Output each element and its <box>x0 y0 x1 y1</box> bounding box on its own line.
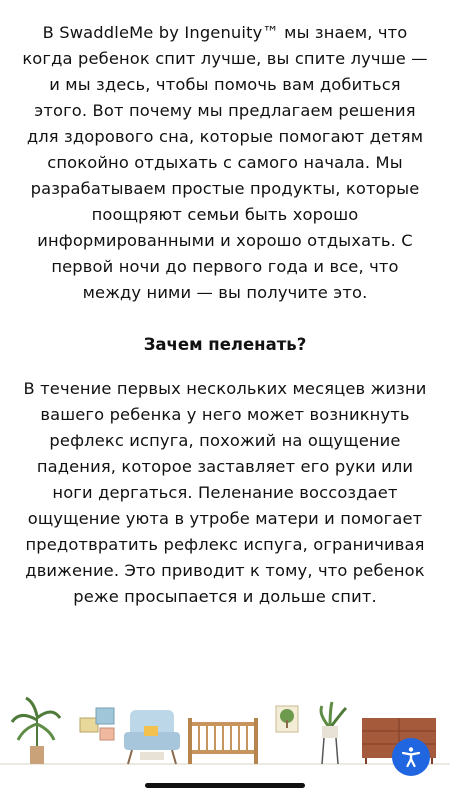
crib-icon <box>188 718 258 764</box>
accessibility-button[interactable] <box>392 738 430 776</box>
article-content <box>22 20 428 610</box>
why-swaddle-heading: Зачем пеленать? <box>143 335 307 354</box>
tree-picture-icon <box>276 706 298 732</box>
intro-paragraph: В SwaddleMe by Ingenuity™ мы знаем, что когда ребенок спит лучше, вы спите лучше — и мы здесь, чтобы помочь вам добиться этого. Вот почему мы предлагаем решения для здорового сна, которые помогают детям спокойно отдыхать с самого начала. Мы разрабатываем простые продукты, которые поощряют семьи быть хорошо информированными и хорошо отдыхать. С первой ночи до первого года и все, что между ними — вы получите это. <box>22 23 428 302</box>
home-indicator[interactable] <box>145 783 305 788</box>
nursery-illustration <box>0 688 450 784</box>
potted-plant-icon <box>321 702 346 764</box>
why-swaddle-paragraph: В течение первых нескольких месяцев жизни вашего ребенка у него может возникнуть рефлекс испуга, похожий на ощущение падения, которое заставляет его руки или ноги дергаться. Пеленание воссоздает ощущение уюта в утробе матери и помогает предотвратить рефлекс испуга, ограничивая движение. Это приводит к тому, что ребенок реже просыпается и дольше спит. <box>23 379 427 606</box>
palm-plant-icon <box>12 698 60 764</box>
accessibility-icon <box>399 745 423 769</box>
wall-art-icon <box>80 708 114 740</box>
armchair-icon <box>124 710 180 764</box>
